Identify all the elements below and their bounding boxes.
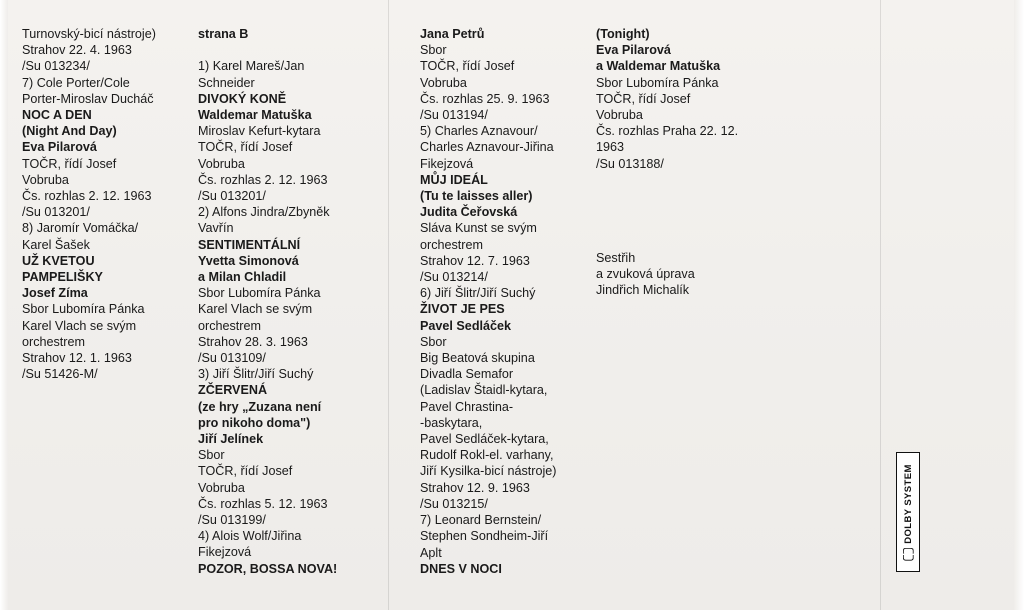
column-1-line: Karel Vlach se svým [22, 318, 137, 333]
column-3-line: Pavel Sedláček [420, 318, 512, 333]
column-3-line: orchestrem [420, 237, 483, 252]
column-3-line: Judita Čeřovská [420, 205, 518, 220]
column-1-line: /Su 013201/ [22, 205, 90, 220]
column-1-line: Čs. rozhlas 2. 12. 1963 [22, 189, 152, 204]
column-3-line: Charles Aznavour-Jiřina [420, 140, 554, 155]
credits-block-line: Sestřih [596, 251, 636, 265]
column-3-line: Čs. rozhlas 25. 9. 1963 [420, 91, 550, 106]
column-3-line: Fikejzová [420, 156, 474, 171]
column-1-line: Eva Pilarová [22, 140, 97, 155]
column-3-line: Big Beatová skupina [420, 351, 535, 366]
column-2-line: /Su 013201/ [198, 189, 266, 204]
column-2-spacer [198, 42, 378, 58]
column-2-line: 2) Alfons Jindra/Zbyněk [198, 205, 330, 220]
column-2-line: Fikejzová [198, 545, 252, 560]
column-1-line: NOC A DEN [22, 108, 92, 123]
column-2-line: 4) Alois Wolf/Jiřina [198, 529, 302, 544]
column-1-line: TOČR, řídí Josef [22, 156, 117, 171]
column-1-line: UŽ KVETOU [22, 253, 95, 268]
column-2-line: Jiří Jelínek [198, 432, 264, 447]
column-2-line: Sbor Lubomíra Pánka [198, 286, 321, 301]
column-2-line: SENTIMENTÁLNÍ [198, 237, 301, 252]
column-1-line: PAMPELIŠKY [22, 270, 103, 285]
column-3-line: Sbor [420, 43, 447, 58]
column-1-line: Strahov 22. 4. 1963 [22, 43, 132, 58]
column-3-line: ŽIVOT JE PES [420, 302, 505, 317]
column-2-line: Vobruba [198, 480, 245, 495]
column-1-line: orchestrem [22, 334, 85, 349]
column-3-line: Pavel Chrastina- [420, 399, 514, 414]
text-column-1 [22, 26, 190, 382]
column-4-line: TOČR, řídí Josef [596, 91, 691, 106]
column-3-line: (Tu te laisses aller) [420, 189, 533, 204]
column-2-line: Schneider [198, 75, 255, 90]
column-2-line: strana B [198, 27, 249, 41]
column-4-line: 1963 [596, 140, 625, 155]
column-1-line: Strahov 12. 1. 1963 [22, 351, 132, 366]
column-3-line: Strahov 12. 9. 1963 [420, 480, 530, 495]
column-2-line: Waldemar Matuška [198, 108, 312, 122]
column-2-line: (ze hry „Zuzana není [198, 399, 322, 414]
column-2-line: TOČR, řídí Josef [198, 140, 293, 155]
column-2-line: 3) Jiří Šlitr/Jiří Suchý [198, 367, 314, 382]
column-2-line: Čs. rozhlas 5. 12. 1963 [198, 496, 328, 511]
dolby-double-d-icon [903, 547, 914, 560]
dolby-system-label: DOLBY SYSTEM [902, 463, 914, 544]
column-3-line: /Su 013215/ [420, 496, 488, 511]
column-3-line: -baskytara, [420, 415, 483, 430]
column-2-line: Vobruba [198, 156, 245, 171]
column-3-line: Sláva Kunst se svým [420, 221, 537, 236]
column-1-line: Josef Zíma [22, 286, 88, 301]
credits-block-line: Jindřich Michalík [596, 283, 690, 298]
column-3-line: 5) Charles Aznavour/ [420, 124, 538, 139]
text-column-4 [596, 26, 786, 172]
column-3-line: Divadla Semafor [420, 367, 514, 382]
credits-column [596, 250, 786, 299]
column-2-line: Karel Vlach se svým [198, 302, 313, 317]
column-3-line: Strahov 12. 7. 1963 [420, 253, 530, 268]
column-3-line: Sbor [420, 334, 447, 349]
column-4-line: a Waldemar Matuška [596, 59, 721, 74]
column-2-line: Vavřín [198, 221, 234, 236]
column-1-line: /Su 51426-M/ [22, 367, 98, 382]
column-2-line: Yvetta Simonová [198, 253, 299, 268]
column-2-line: /Su 013109/ [198, 351, 266, 366]
column-4-line: (Tonight) [596, 27, 650, 41]
column-4-line: Čs. rozhlas Praha 22. 12. [596, 124, 739, 139]
column-3-line: Vobruba [420, 75, 467, 90]
column-1-line: Porter-Miroslav Ducháč [22, 91, 154, 106]
column-2-line: Miroslav Kefurt-kytara [198, 124, 321, 139]
column-2-line: Strahov 28. 3. 1963 [198, 334, 308, 349]
column-1-line: (Night And Day) [22, 124, 117, 139]
column-3-line: MŮJ IDEÁL [420, 172, 488, 187]
column-4-line: Sbor Lubomíra Pánka [596, 75, 719, 90]
column-2-line: Čs. rozhlas 2. 12. 1963 [198, 172, 328, 187]
column-1-line: /Su 013234/ [22, 59, 90, 74]
column-1-line: Karel Šašek [22, 237, 90, 252]
column-2-line: DIVOKÝ KONĚ [198, 91, 287, 106]
column-2-line: ZČERVENÁ [198, 383, 268, 398]
credits-block-line: a zvuková úprava [596, 267, 695, 282]
column-4-line: Vobruba [596, 108, 643, 123]
column-2-line: orchestrem [198, 318, 261, 333]
column-3-line: Jiří Kysilka-bicí nástroje) [420, 464, 557, 479]
column-3-line: /Su 013194/ [420, 108, 488, 123]
column-3-line: (Ladislav Štaidl-kytara, [420, 383, 548, 398]
column-1-line: 7) Cole Porter/Cole [22, 75, 130, 90]
column-1-line: Sbor Lubomíra Pánka [22, 302, 145, 317]
text-column-2 [198, 26, 378, 577]
column-2-line: pro nikoho doma") [198, 415, 311, 430]
dolby-system-badge [896, 452, 920, 572]
column-1-line: 8) Jaromír Vomáčka/ [22, 221, 139, 236]
column-2-line: 1) Karel Mareš/Jan [198, 59, 305, 74]
column-4-line: /Su 013188/ [596, 156, 664, 171]
column-2-line: POZOR, BOSSA NOVA! [198, 561, 338, 576]
column-3-line: 7) Leonard Bernstein/ [420, 513, 542, 528]
column-3-line: /Su 013214/ [420, 270, 488, 285]
column-2-line: Sbor [198, 448, 225, 463]
column-3-line: Jana Petrů [420, 27, 485, 41]
column-2-line: a Milan Chladil [198, 270, 287, 285]
column-1-line: Vobruba [22, 172, 69, 187]
column-1-line: Turnovský-bicí nástroje) [22, 27, 156, 41]
column-3-line: Pavel Sedláček-kytara, [420, 432, 549, 447]
column-3-line: Aplt [420, 545, 442, 560]
column-2-line: /Su 013199/ [198, 513, 266, 528]
column-2-line: TOČR, řídí Josef [198, 464, 293, 479]
column-3-line: 6) Jiří Šlitr/Jiří Suchý [420, 286, 536, 301]
column-3-line: DNES V NOCI [420, 561, 502, 576]
column-4-line: Eva Pilarová [596, 43, 671, 58]
column-3-line: Stephen Sondheim-Jiří [420, 529, 549, 544]
column-3-line: TOČR, řídí Josef [420, 59, 515, 74]
text-column-3 [420, 26, 588, 577]
column-3-line: Rudolf Rokl-el. varhany, [420, 448, 554, 463]
